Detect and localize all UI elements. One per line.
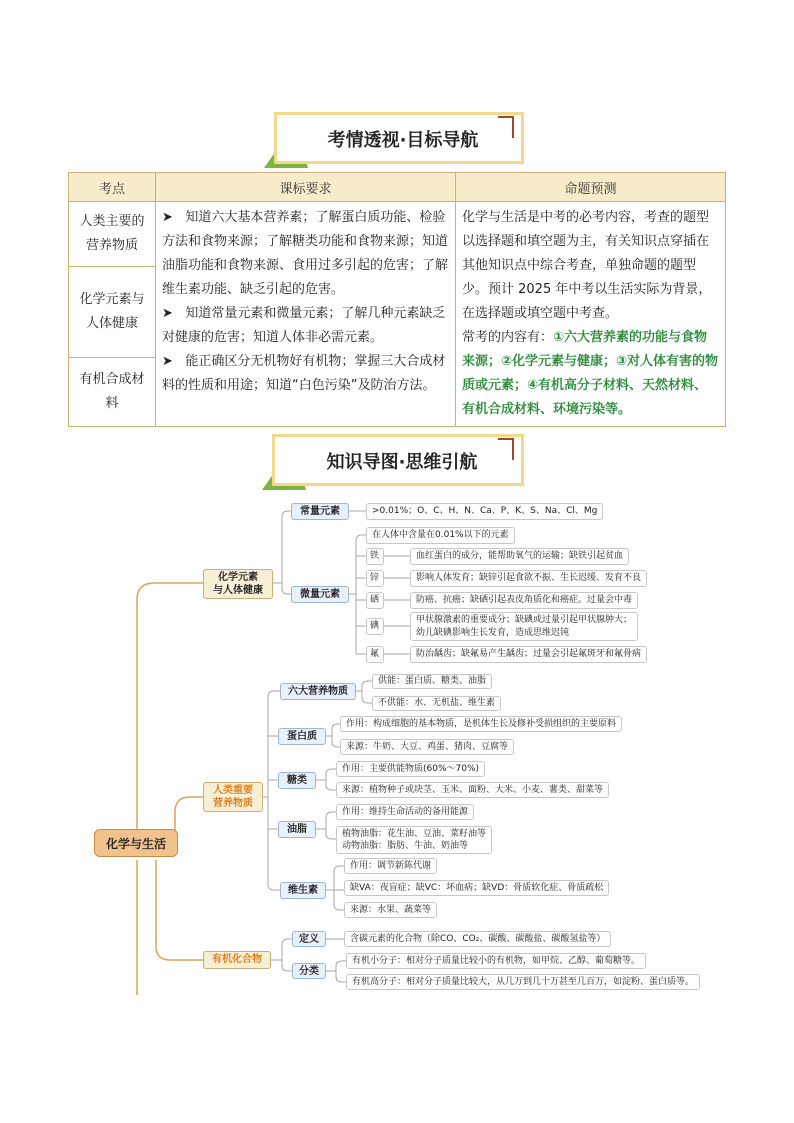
requirement-item: ➤ 能正确区分无机物好有机物；掌握三大合成材料的性质和用途；知道“白色污染”及防治方法。 <box>162 354 446 393</box>
kaodian-cell: 化学元素与人体健康 <box>69 266 156 357</box>
node-changliang: 常量元素 <box>291 503 349 520</box>
table-header: 课标要求 <box>156 173 456 202</box>
requirement-item: ➤ 知道六大基本营养素；了解蛋白质功能、检验方法和食物来源；了解糖类功能和食物来源；知道油脂功能和食物来源、食用过多引起的危害；了解维生素功能、缺乏引起的危害。 <box>162 210 449 297</box>
element-zn-desc: 影响人体发育；缺锌引起食欲不振、生长迟缓、发育不良 <box>410 570 647 587</box>
table-header: 考点 <box>69 173 156 202</box>
node-weishengsu: 维生素 <box>280 882 326 899</box>
element-fe: 铁 <box>366 548 384 565</box>
node-tanglei-use: 作用：主要供能物质(60%～70%) <box>336 761 485 777</box>
prediction-common: 常考的内容有：①六大营养素的功能与食物来源；②化学元素与健康；③对人体有害的物质或元素；④有机高分子材料、天然材料、有机合成材料、环境污染等。 <box>462 330 719 417</box>
node-dingyi-text: 含碳元素的化合物（除CO、CO₂、碳酸、碳酸盐、碳酸氢盐等） <box>344 931 611 947</box>
banner-title: 知识导图·思维引航 <box>326 452 478 473</box>
element-se: 硒 <box>366 592 384 609</box>
node-danbaizhi-use: 作用：构成细胞的基本物质，是机体生长及修补受损组织的主要原料 <box>340 716 622 732</box>
node-youzhi-source: 植物油脂：花生油、豆油、菜籽油等 动物油脂：脂肪、牛油、奶油等 <box>336 826 492 854</box>
node-tanglei-source: 来源：植物种子或块茎、玉米、面粉、大米、小麦、薯类、甜菜等 <box>336 782 609 798</box>
element-i-desc: 甲状腺激素的重要成分；缺碘或过量引起甲状腺肿大； 幼儿缺碘影响生长发育，造成思维迟钝 <box>410 612 638 641</box>
node-liuda-bugong: 不供能：水、无机盐、维生素 <box>372 696 501 711</box>
bullet-icon: ➤ <box>162 354 173 369</box>
prediction-text: 化学与生活是中考的必考内容，考查的题型以选择题和填空题为主，有关知识点穿插在其他知识点中综合考查，单独命题的题型少。预计 2025 年中考以生活实际为背景，在选择题或填空题中考查。 <box>462 210 712 321</box>
bullet-icon: ➤ <box>162 210 173 225</box>
node-weishengsu-lack: 缺VA：夜盲症；缺VC：坏血病；缺VD：骨质软化症、骨质疏松 <box>344 880 609 896</box>
node-youzhi-use: 作用：维持生命活动的备用能源 <box>336 804 474 820</box>
table-header: 命题预测 <box>456 173 726 202</box>
requirement-item: ➤ 知道常量元素和微量元素；了解几种元素缺乏对健康的危害；知道人体非必需元素。 <box>162 306 446 345</box>
element-i: 碘 <box>366 618 384 635</box>
element-f: 氟 <box>366 646 384 663</box>
mindmap-root: 化学与生活 <box>94 829 178 857</box>
node-fenlei-big: 有机高分子：相对分子质量比较大，从几万到几十万甚至几百万，如淀粉、蛋白质等。 <box>346 974 700 990</box>
node-fenlei-small: 有机小分子：相对分子质量比较小的有机物，如甲烷、乙醇、葡萄糖等。 <box>346 953 646 969</box>
node-liuda-gong: 供能：蛋白质、糖类、油脂 <box>372 674 492 689</box>
node-danbaizhi: 蛋白质 <box>278 728 326 745</box>
node-fenlei: 分类 <box>292 963 326 979</box>
banner-title: 考情透视·目标导航 <box>327 130 479 151</box>
node-changliang-detail: >0.01%；O、C、H、N、Ca、P、K、S、Na、Cl、Mg <box>366 503 603 520</box>
bullet-icon: ➤ <box>162 306 173 321</box>
node-dingyi: 定义 <box>292 931 326 947</box>
element-fe-desc: 血红蛋白的成分，能帮助氧气的运输；缺铁引起贫血 <box>410 548 629 565</box>
branch-elements-health: 化学元素 与人体健康 <box>203 569 273 599</box>
branch-organic: 有机化合物 <box>203 951 271 969</box>
node-danbaizhi-source: 来源：牛奶、大豆、鸡蛋、猪肉、豆腐等 <box>340 739 514 755</box>
kaodian-cell: 有机合成材料 <box>69 358 156 427</box>
kaodian-cell: 人类主要的营养物质 <box>69 202 156 267</box>
node-weishengsu-source: 来源：水果、蔬菜等 <box>344 902 437 918</box>
node-weiliang-intro: 在人体中含量在0.01%以下的元素 <box>366 527 515 544</box>
node-youzhi: 油脂 <box>278 821 316 838</box>
element-zn: 锌 <box>366 570 384 587</box>
element-se-desc: 防癌、抗癌；缺硒引起表皮角质化和癌症。过量会中毒 <box>410 592 638 609</box>
element-f-desc: 防治龋齿；缺氟易产生龋齿；过量会引起氟斑牙和氟骨病 <box>410 646 647 663</box>
node-tanglei: 糖类 <box>278 772 316 789</box>
node-liuda: 六大营养物质 <box>280 683 356 700</box>
node-weiliang: 微量元素 <box>291 586 349 603</box>
node-weishengsu-use: 作用：调节新陈代谢 <box>344 858 437 874</box>
branch-nutrition: 人类重要 营养物质 <box>203 782 263 812</box>
